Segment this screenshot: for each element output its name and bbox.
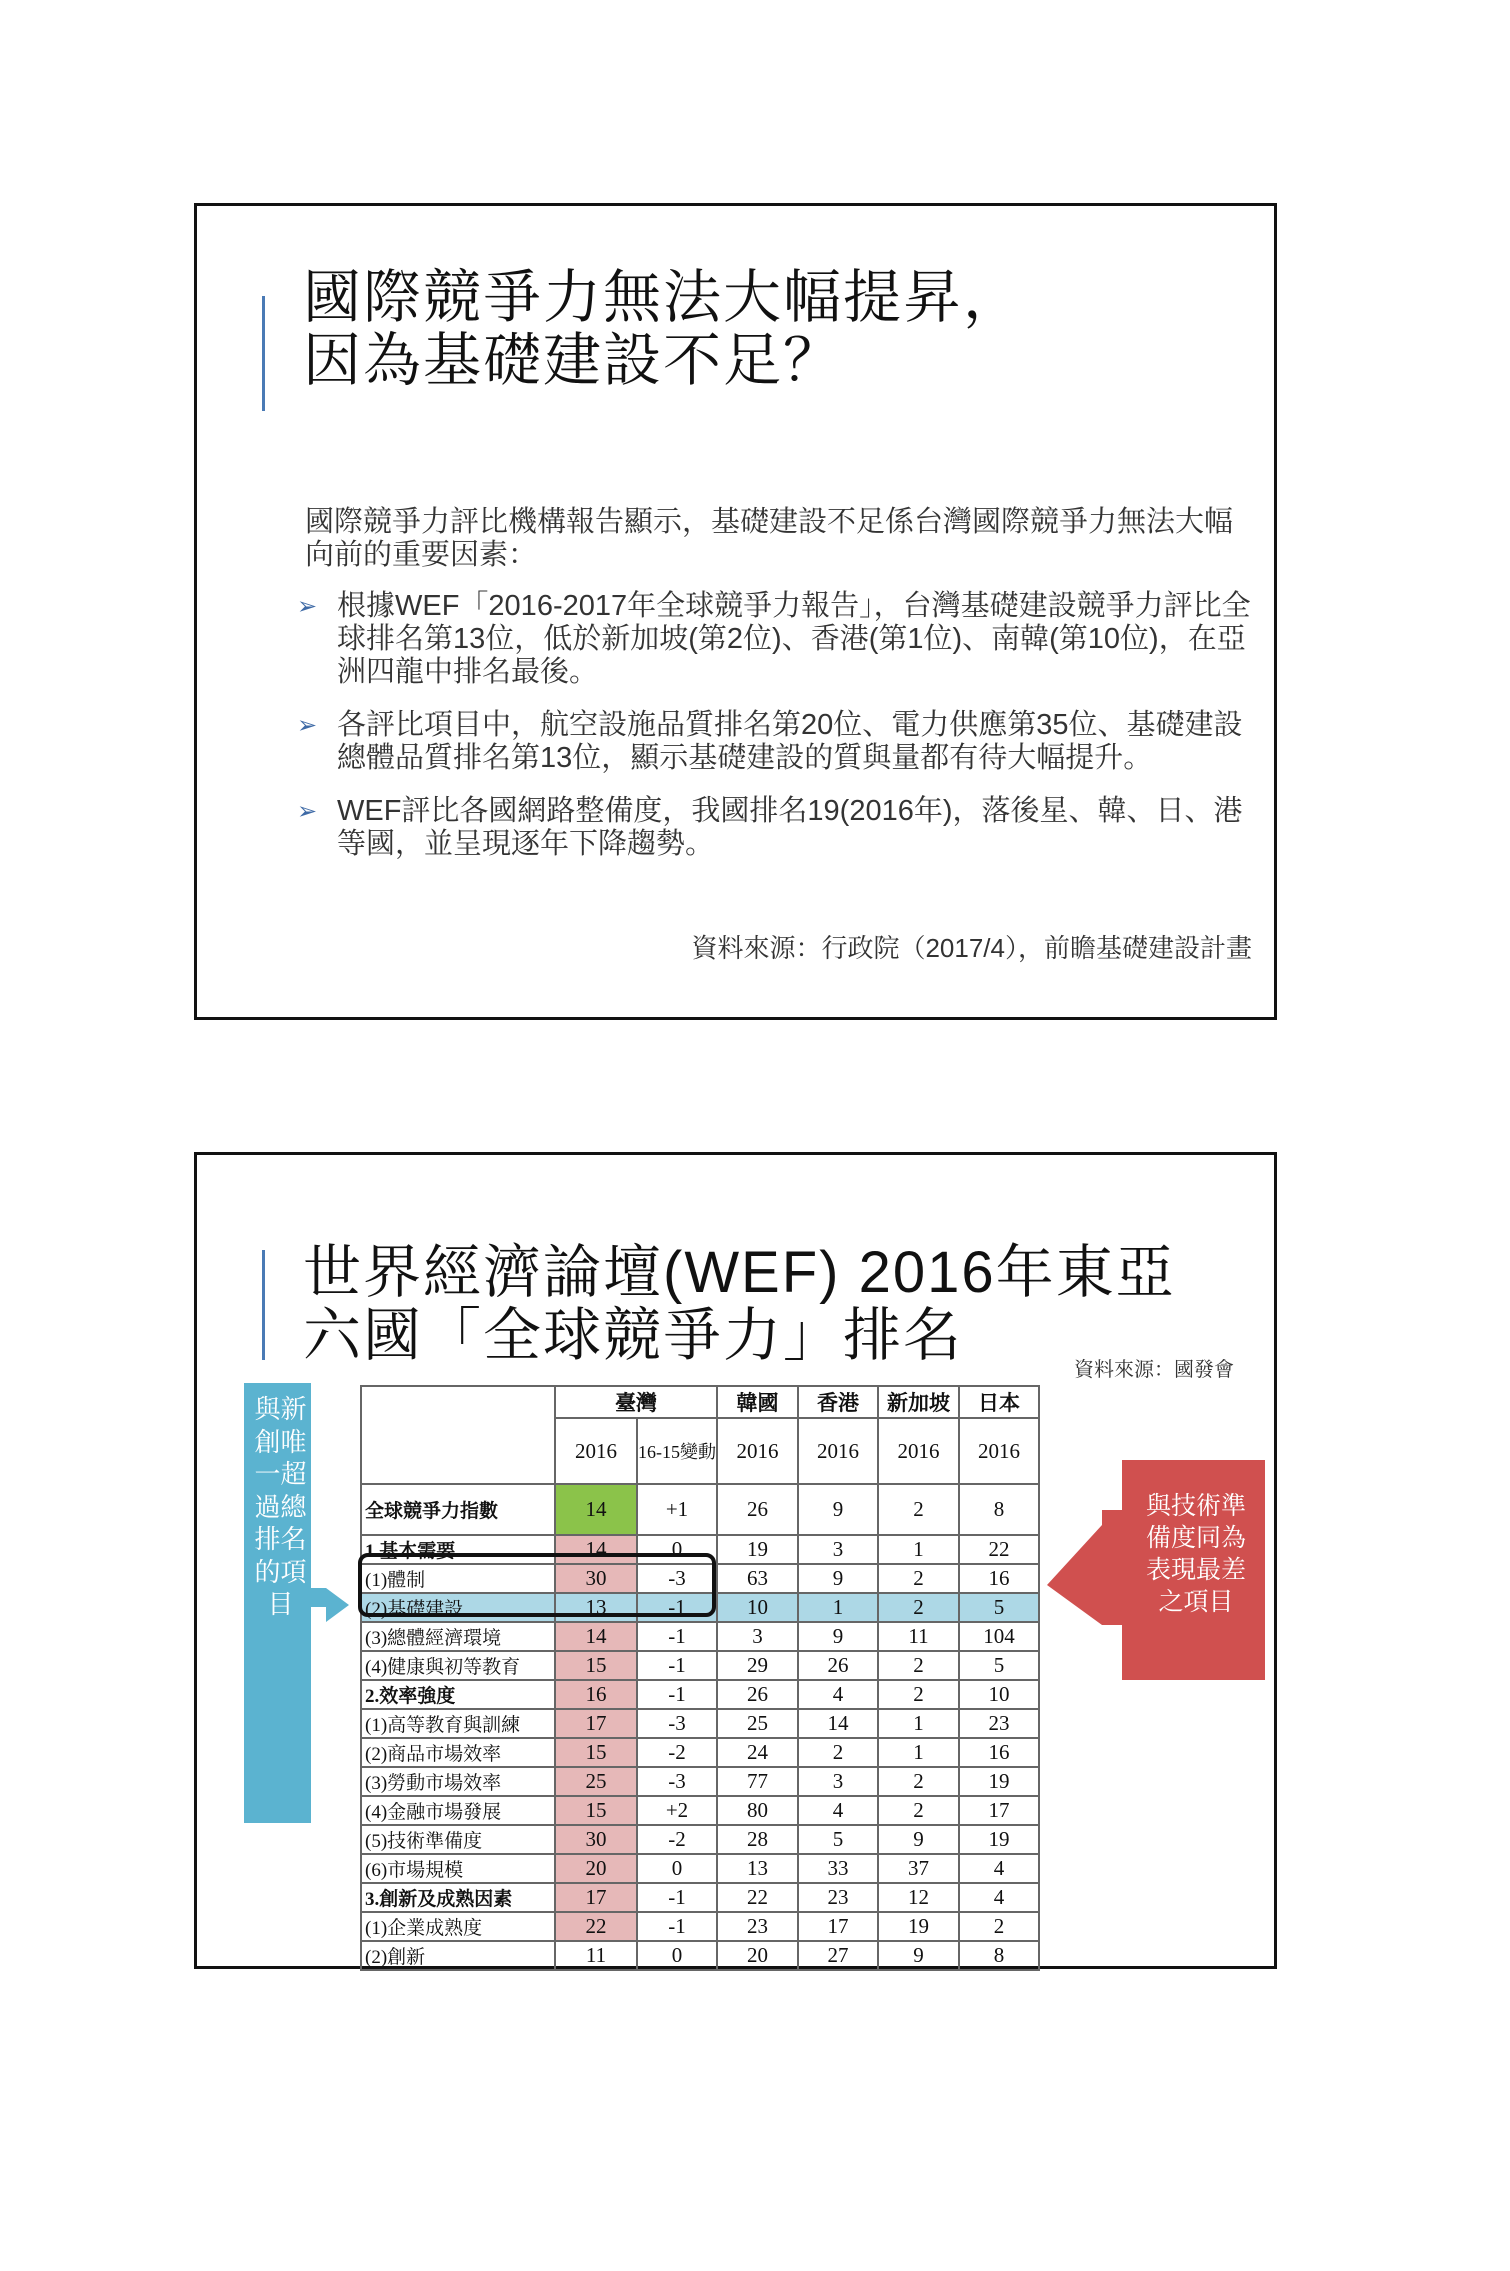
table-row xyxy=(361,1883,1039,1912)
column-subheader: 2016 xyxy=(555,1418,637,1484)
cell: 14 xyxy=(798,1709,878,1738)
cell: 2 xyxy=(878,1680,959,1709)
cell: 4 xyxy=(798,1796,878,1825)
cell: 16 xyxy=(959,1564,1039,1593)
cell: 19 xyxy=(878,1912,959,1941)
cell: 11 xyxy=(878,1622,959,1651)
callout-line: 表現最差 xyxy=(1145,1556,1246,1584)
cell: 13 xyxy=(555,1593,637,1622)
cell: 14 xyxy=(555,1535,637,1564)
table-row xyxy=(361,1912,1039,1941)
title-line-2: 六國「全球競爭力」排名 xyxy=(303,1303,964,1368)
cell: 10 xyxy=(717,1593,798,1622)
cell: 2 xyxy=(959,1912,1039,1941)
cell: 15 xyxy=(555,1651,637,1680)
cell: 11 xyxy=(555,1941,637,1970)
cell: 27 xyxy=(798,1941,878,1970)
row-label: (3)總體經濟環境 xyxy=(361,1622,555,1651)
column-subheader: 2016 xyxy=(959,1418,1039,1484)
cell: 2 xyxy=(878,1767,959,1796)
row-label: 2.效率強度 xyxy=(361,1680,555,1709)
cell: 23 xyxy=(717,1912,798,1941)
cell: 0 xyxy=(637,1941,717,1970)
column-header: 日本 xyxy=(959,1386,1039,1418)
table-row xyxy=(361,1622,1039,1651)
cell: 13 xyxy=(717,1854,798,1883)
cell: 17 xyxy=(555,1709,637,1738)
table-row xyxy=(361,1796,1039,1825)
table-row xyxy=(361,1854,1039,1883)
cell: +2 xyxy=(637,1796,717,1825)
table-row xyxy=(361,1651,1039,1680)
cell: -1 xyxy=(637,1651,717,1680)
cell: 24 xyxy=(717,1738,798,1767)
cell: 9 xyxy=(798,1564,878,1593)
cell: 3 xyxy=(798,1535,878,1564)
cell: 4 xyxy=(798,1680,878,1709)
cell: 0 xyxy=(637,1535,717,1564)
cell: 22 xyxy=(555,1912,637,1941)
cell: 9 xyxy=(798,1484,878,1535)
title-accent-bar xyxy=(262,296,265,411)
callout-line: 與技術準 xyxy=(1145,1492,1246,1520)
source-note: 資料來源：國發會 xyxy=(1074,1359,1234,1381)
cell: 26 xyxy=(717,1484,798,1535)
cell: 0 xyxy=(637,1854,717,1883)
column-header: 新加坡 xyxy=(878,1386,959,1418)
slide-title xyxy=(303,266,1023,392)
cell: -1 xyxy=(637,1622,717,1651)
table-header-row xyxy=(361,1386,1039,1418)
callout-line: 備度同為 xyxy=(1145,1524,1246,1552)
cell: 26 xyxy=(717,1680,798,1709)
bullet-item xyxy=(297,709,1257,775)
cell: 25 xyxy=(717,1709,798,1738)
cell: 17 xyxy=(959,1796,1039,1825)
corner-cell xyxy=(361,1386,555,1484)
cell: 8 xyxy=(959,1484,1039,1535)
intro-text: 國際競爭力評比機構報告顯示，基礎建設不足係台灣國際競爭力無法大幅向前的重要因素： xyxy=(305,506,1234,571)
cell: 1 xyxy=(878,1709,959,1738)
column-header: 臺灣 xyxy=(555,1386,717,1418)
cell: 2 xyxy=(878,1593,959,1622)
row-label: 1.基本需要 xyxy=(361,1535,555,1564)
table-row-index xyxy=(361,1484,1039,1535)
right-callout-text xyxy=(1125,1490,1267,1618)
bullet-item xyxy=(297,590,1257,689)
cell: 9 xyxy=(798,1622,878,1651)
cell: -3 xyxy=(637,1709,717,1738)
row-label: (1)高等教育與訓練 xyxy=(361,1709,555,1738)
column-subheader: 2016 xyxy=(717,1418,798,1484)
cell: +1 xyxy=(637,1484,717,1535)
cell: 2 xyxy=(878,1796,959,1825)
cell: 2 xyxy=(878,1484,959,1535)
column-subheader: 16-15變動 xyxy=(637,1418,717,1484)
cell: 2 xyxy=(878,1651,959,1680)
row-label: (1)體制 xyxy=(361,1564,555,1593)
cell: 17 xyxy=(555,1883,637,1912)
row-label: (1)企業成熟度 xyxy=(361,1912,555,1941)
cell: 19 xyxy=(717,1535,798,1564)
cell: 16 xyxy=(555,1680,637,1709)
row-label: 3.創新及成熟因素 xyxy=(361,1883,555,1912)
arrow-bullet-icon: ➢ xyxy=(297,798,318,825)
cell: 2 xyxy=(878,1564,959,1593)
arrow-bullet-icon: ➢ xyxy=(297,593,318,620)
highlight-box xyxy=(358,1553,716,1617)
cell: 22 xyxy=(959,1535,1039,1564)
row-label: (3)勞動市場效率 xyxy=(361,1767,555,1796)
row-label: (6)市場規模 xyxy=(361,1854,555,1883)
column-subheader: 2016 xyxy=(878,1418,959,1484)
cell: 1 xyxy=(798,1593,878,1622)
cell: -1 xyxy=(637,1680,717,1709)
cell: 63 xyxy=(717,1564,798,1593)
cell: 80 xyxy=(717,1796,798,1825)
row-label: 全球競爭力指數 xyxy=(361,1484,555,1535)
row-label: (2)基礎建設 xyxy=(361,1593,555,1622)
cell: 3 xyxy=(798,1767,878,1796)
cell: 9 xyxy=(878,1825,959,1854)
cell: -2 xyxy=(637,1738,717,1767)
bullet-text: WEF評比各國網路整備度，我國排名19(2016年)，落後星、韓、日、港等國，並呈現逐年下降趨勢。 xyxy=(337,795,1243,860)
cell: 1 xyxy=(878,1738,959,1767)
cell: 2 xyxy=(798,1738,878,1767)
table-row xyxy=(361,1738,1039,1767)
cell: 8 xyxy=(959,1941,1039,1970)
slide-1 xyxy=(194,203,1277,1020)
title-line-1: 國際競爭力無法大幅提昇， xyxy=(303,265,1024,330)
cell: 14 xyxy=(555,1622,637,1651)
cell: 28 xyxy=(717,1825,798,1854)
row-label: (4)健康與初等教育 xyxy=(361,1651,555,1680)
column-header: 香港 xyxy=(798,1386,878,1418)
left-callout-text: 與新創唯一超過總排名的項目 xyxy=(254,1394,307,1619)
title-line-2: 因為基礎建設不足？ xyxy=(303,328,844,393)
row-label: (2)商品市場效率 xyxy=(361,1738,555,1767)
column-header: 韓國 xyxy=(717,1386,798,1418)
cell: 19 xyxy=(959,1825,1039,1854)
cell: -1 xyxy=(637,1912,717,1941)
slide-2 xyxy=(194,1152,1277,1969)
row-label: (2)創新 xyxy=(361,1941,555,1970)
table-row xyxy=(361,1709,1039,1738)
cell: 37 xyxy=(878,1854,959,1883)
title-line-1: 世界經濟論壇(WEF) 2016年東亞 xyxy=(303,1240,1176,1305)
cell: 15 xyxy=(555,1796,637,1825)
cell: 15 xyxy=(555,1738,637,1767)
table-row xyxy=(361,1767,1039,1796)
cell: 23 xyxy=(798,1883,878,1912)
cell: 104 xyxy=(959,1622,1039,1651)
table-row xyxy=(361,1825,1039,1854)
title-accent-bar xyxy=(262,1250,265,1360)
cell: 5 xyxy=(959,1651,1039,1680)
cell: 25 xyxy=(555,1767,637,1796)
cell: 1 xyxy=(878,1535,959,1564)
arrow-bullet-icon: ➢ xyxy=(297,712,318,739)
cell: 30 xyxy=(555,1825,637,1854)
slide-title xyxy=(303,1241,1176,1367)
cell: 4 xyxy=(959,1883,1039,1912)
cell: 3 xyxy=(717,1622,798,1651)
cell: 19 xyxy=(959,1767,1039,1796)
cell: 4 xyxy=(959,1854,1039,1883)
cell: 5 xyxy=(959,1593,1039,1622)
bullet-text: 各評比項目中，航空設施品質排名第20位、電力供應第35位、基礎建設總體品質排名第13位，顯示基礎建設的質與量都有待大幅提升。 xyxy=(337,709,1243,774)
column-subheader: 2016 xyxy=(798,1418,878,1484)
ranking-table xyxy=(360,1385,1040,1971)
callout-line: 之項目 xyxy=(1158,1588,1234,1616)
cell: 5 xyxy=(798,1825,878,1854)
row-label: (4)金融市場發展 xyxy=(361,1796,555,1825)
cell: 26 xyxy=(798,1651,878,1680)
cell: 77 xyxy=(717,1767,798,1796)
cell: 9 xyxy=(878,1941,959,1970)
cell: 30 xyxy=(555,1564,637,1593)
cell: -3 xyxy=(637,1564,717,1593)
cell: 12 xyxy=(878,1883,959,1912)
cell: 33 xyxy=(798,1854,878,1883)
cell: -2 xyxy=(637,1825,717,1854)
table-row xyxy=(361,1941,1039,1970)
cell: 17 xyxy=(798,1912,878,1941)
row-label: (5)技術準備度 xyxy=(361,1825,555,1854)
cell: -1 xyxy=(637,1883,717,1912)
cell: 20 xyxy=(555,1854,637,1883)
cell: 20 xyxy=(717,1941,798,1970)
cell: 23 xyxy=(959,1709,1039,1738)
cell: 29 xyxy=(717,1651,798,1680)
cell: -1 xyxy=(637,1593,717,1622)
cell: 22 xyxy=(717,1883,798,1912)
cell: -3 xyxy=(637,1767,717,1796)
source-note: 資料來源：行政院（2017/4），前瞻基礎建設計畫 xyxy=(691,933,1252,963)
table-row xyxy=(361,1680,1039,1709)
bullet-text: 根據WEF「2016-2017年全球競爭力報告」，台灣基礎建設競爭力評比全球排名第13位，低於新加坡(第2位)、香港(第1位)、南韓(第10位)，在亞洲四龍中排名最後。 xyxy=(337,590,1251,688)
cell: 14 xyxy=(555,1484,637,1535)
cell: 10 xyxy=(959,1680,1039,1709)
cell: 16 xyxy=(959,1738,1039,1767)
bullet-item xyxy=(297,795,1257,861)
